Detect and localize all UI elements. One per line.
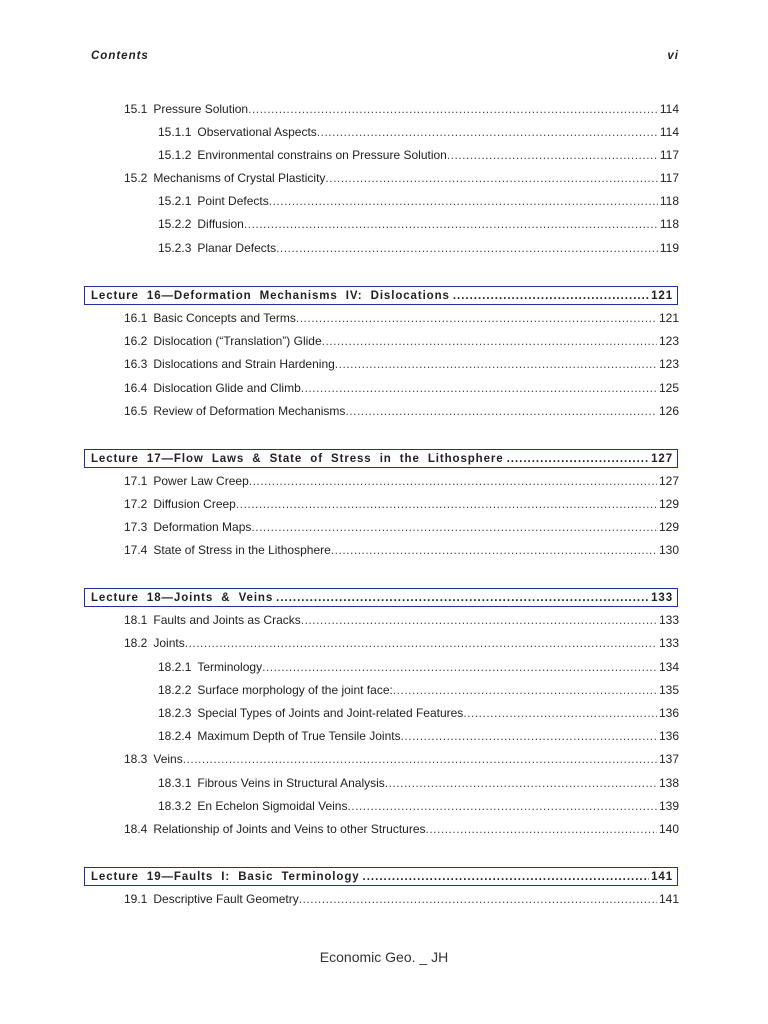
toc-entry-title: Descriptive Fault Geometry <box>153 892 299 906</box>
lecture-title: Lecture 16—Deformation Mechanisms IV: Dislocations <box>91 289 450 302</box>
toc-entry-title: Observational Aspects <box>197 125 317 139</box>
lecture-page: 133 <box>651 591 673 604</box>
header-title: Contents <box>91 50 149 62</box>
toc-entry-page: 127 <box>658 474 679 488</box>
toc-entry[interactable]: 15.2.1 Point Defects ..... 118 <box>158 194 679 210</box>
toc-entry-page: 114 <box>659 125 679 139</box>
toc-entry-page: 139 <box>658 799 679 813</box>
toc-entry-title: Pressure Solution <box>153 102 249 116</box>
lecture-page: 141 <box>651 870 673 883</box>
toc-entry[interactable]: 17.1 Power Law Creep ..... 127 <box>124 474 679 490</box>
toc-entry[interactable]: 18.3.1 Fibrous Veins in Structural Analysis ..... 138 <box>158 776 679 792</box>
toc-entry[interactable]: 15.2.3 Planar Defects ..... 119 <box>158 241 679 257</box>
toc-entry-title: Dislocation (“Translation”) Glide <box>153 334 322 348</box>
toc-entry-title: Relationship of Joints and Veins to other Structures <box>153 822 426 836</box>
toc-entry[interactable]: 18.2.2 Surface morphology of the joint face: ..... 135 <box>158 683 679 699</box>
toc-entry-page: 118 <box>659 194 679 208</box>
toc-entry-page: 117 <box>659 171 679 185</box>
toc-entry-page: 133 <box>658 613 679 627</box>
toc-lecture-18[interactable] <box>84 588 678 607</box>
toc-entry-page: 129 <box>658 520 679 534</box>
toc-entry[interactable]: 18.4 Relationship of Joints and Veins to other Structures ..... 140 <box>124 822 679 838</box>
toc-entry-title: Surface morphology of the joint face: <box>197 683 393 697</box>
toc-entry-page: 123 <box>658 357 679 371</box>
lecture-page: 127 <box>651 452 673 465</box>
page-footer: Economic Geo. _ JH <box>319 949 449 965</box>
toc-entry-page: 118 <box>659 217 679 231</box>
lecture-title: Lecture 17—Flow Laws & State of Stress in the Lithosphere <box>91 452 504 465</box>
toc-lecture-19[interactable] <box>84 867 678 886</box>
toc-entry[interactable]: 16.1 Basic Concepts and Terms ..... 121 <box>124 311 679 327</box>
toc-entry-page: 123 <box>658 334 679 348</box>
toc-entry-page: 134 <box>658 660 679 674</box>
toc-entry[interactable]: 18.2.1 Terminology ..... 134 <box>158 660 679 676</box>
toc-entry[interactable]: 15.2 Mechanisms of Crystal Plasticity ..... 117 <box>124 171 679 187</box>
toc-entry[interactable]: 17.4 State of Stress in the Lithosphere ..... 130 <box>124 543 679 559</box>
toc-entry-title: Review of Deformation Mechanisms <box>153 404 346 418</box>
toc-entry-title: Planar Defects <box>197 241 277 255</box>
toc-entry[interactable]: 18.1 Faults and Joints as Cracks ..... 133 <box>124 613 679 629</box>
toc-entry[interactable]: 15.1.2 Environmental constrains on Pressure Solution ..... 117 <box>158 148 679 164</box>
toc-entry-page: 125 <box>658 381 679 395</box>
toc-entry[interactable]: 18.3 Veins ..... 137 <box>124 752 679 768</box>
toc-entry[interactable]: 16.5 Review of Deformation Mechanisms ..... 126 <box>124 404 679 420</box>
toc-entry-title: Point Defects <box>197 194 269 208</box>
toc-entry[interactable]: 18.2.4 Maximum Depth of True Tensile Joints ..... 136 <box>158 729 679 745</box>
toc-entry-title: Basic Concepts and Terms <box>153 311 296 325</box>
toc-lecture-17[interactable] <box>84 449 678 468</box>
toc-entry-page: 129 <box>658 497 679 511</box>
toc-entry-title: Joints <box>153 636 185 650</box>
toc-entry[interactable]: 16.4 Dislocation Glide and Climb ..... 125 <box>124 381 679 397</box>
lecture-title: Lecture 18—Joints & Veins <box>91 591 274 604</box>
toc-entry-page: 136 <box>658 729 679 743</box>
toc-entry-page: 137 <box>658 752 679 766</box>
toc-entry-page: 117 <box>659 148 679 162</box>
toc-entry-title: Maximum Depth of True Tensile Joints <box>197 729 401 743</box>
toc-entry[interactable]: 16.3 Dislocations and Strain Hardening ..... 123 <box>124 357 679 373</box>
header-page-number: vi <box>667 50 679 62</box>
toc-entry-title: Diffusion Creep <box>153 497 236 511</box>
toc-entry-title: En Echelon Sigmoidal Veins <box>197 799 348 813</box>
toc-entry-page: 133 <box>658 636 679 650</box>
toc-entry-page: 130 <box>658 543 679 557</box>
toc-entry-title: Veins <box>153 752 183 766</box>
toc-entry[interactable]: 15.1 Pressure Solution ..... 114 <box>124 102 679 118</box>
toc-entry-title: Environmental constrains on Pressure Solution <box>197 148 447 162</box>
toc-entry-page: 135 <box>658 683 679 697</box>
toc-entry-page: 121 <box>658 311 679 325</box>
toc-lecture-16[interactable] <box>84 286 678 305</box>
toc-entry-page: 140 <box>658 822 679 836</box>
toc-entry[interactable]: 16.2 Dislocation (“Translation”) Glide ..... 123 <box>124 334 679 350</box>
toc-entry-title: Terminology <box>197 660 263 674</box>
lecture-page: 121 <box>651 289 673 302</box>
lecture-title: Lecture 19—Faults I: Basic Terminology <box>91 870 360 883</box>
toc-entry-title: Power Law Creep <box>153 474 249 488</box>
toc-entry[interactable]: 17.2 Diffusion Creep ..... 129 <box>124 497 679 513</box>
toc-entry-title: Dislocation Glide and Climb <box>153 381 301 395</box>
toc-entry[interactable]: 15.1.1 Observational Aspects ..... 114 <box>158 125 679 141</box>
toc-entry-page: 136 <box>658 706 679 720</box>
toc-entry-title: Fibrous Veins in Structural Analysis <box>197 776 385 790</box>
toc-entry-title: State of Stress in the Lithosphere <box>153 543 331 557</box>
toc-entry[interactable]: 17.3 Deformation Maps ..... 129 <box>124 520 679 536</box>
toc-entry-title: Dislocations and Strain Hardening <box>153 357 335 371</box>
toc-entry-page: 138 <box>658 776 679 790</box>
toc-entry-title: Mechanisms of Crystal Plasticity <box>153 171 326 185</box>
toc-entry[interactable]: 19.1 Descriptive Fault Geometry ..... 141 <box>124 892 679 908</box>
toc-entry-title: Diffusion <box>197 217 244 231</box>
toc-entry-title: Faults and Joints as Cracks <box>153 613 301 627</box>
toc-entry[interactable]: 18.3.2 En Echelon Sigmoidal Veins ..... 139 <box>158 799 679 815</box>
toc-entry[interactable]: 18.2 Joints ..... 133 <box>124 636 679 652</box>
toc-entry-page: 114 <box>659 102 679 116</box>
toc-entry-title: Deformation Maps <box>153 520 252 534</box>
toc-entry-page: 141 <box>658 892 679 906</box>
toc-entry-page: 119 <box>659 241 679 255</box>
toc-entry-page: 126 <box>658 404 679 418</box>
toc-entry[interactable]: 15.2.2 Diffusion ..... 118 <box>158 217 679 233</box>
running-header <box>91 50 679 62</box>
toc-entry[interactable]: 18.2.3 Special Types of Joints and Joint-related Features ..... 136 <box>158 706 679 722</box>
toc-entry-title: Special Types of Joints and Joint-related Features <box>197 706 464 720</box>
